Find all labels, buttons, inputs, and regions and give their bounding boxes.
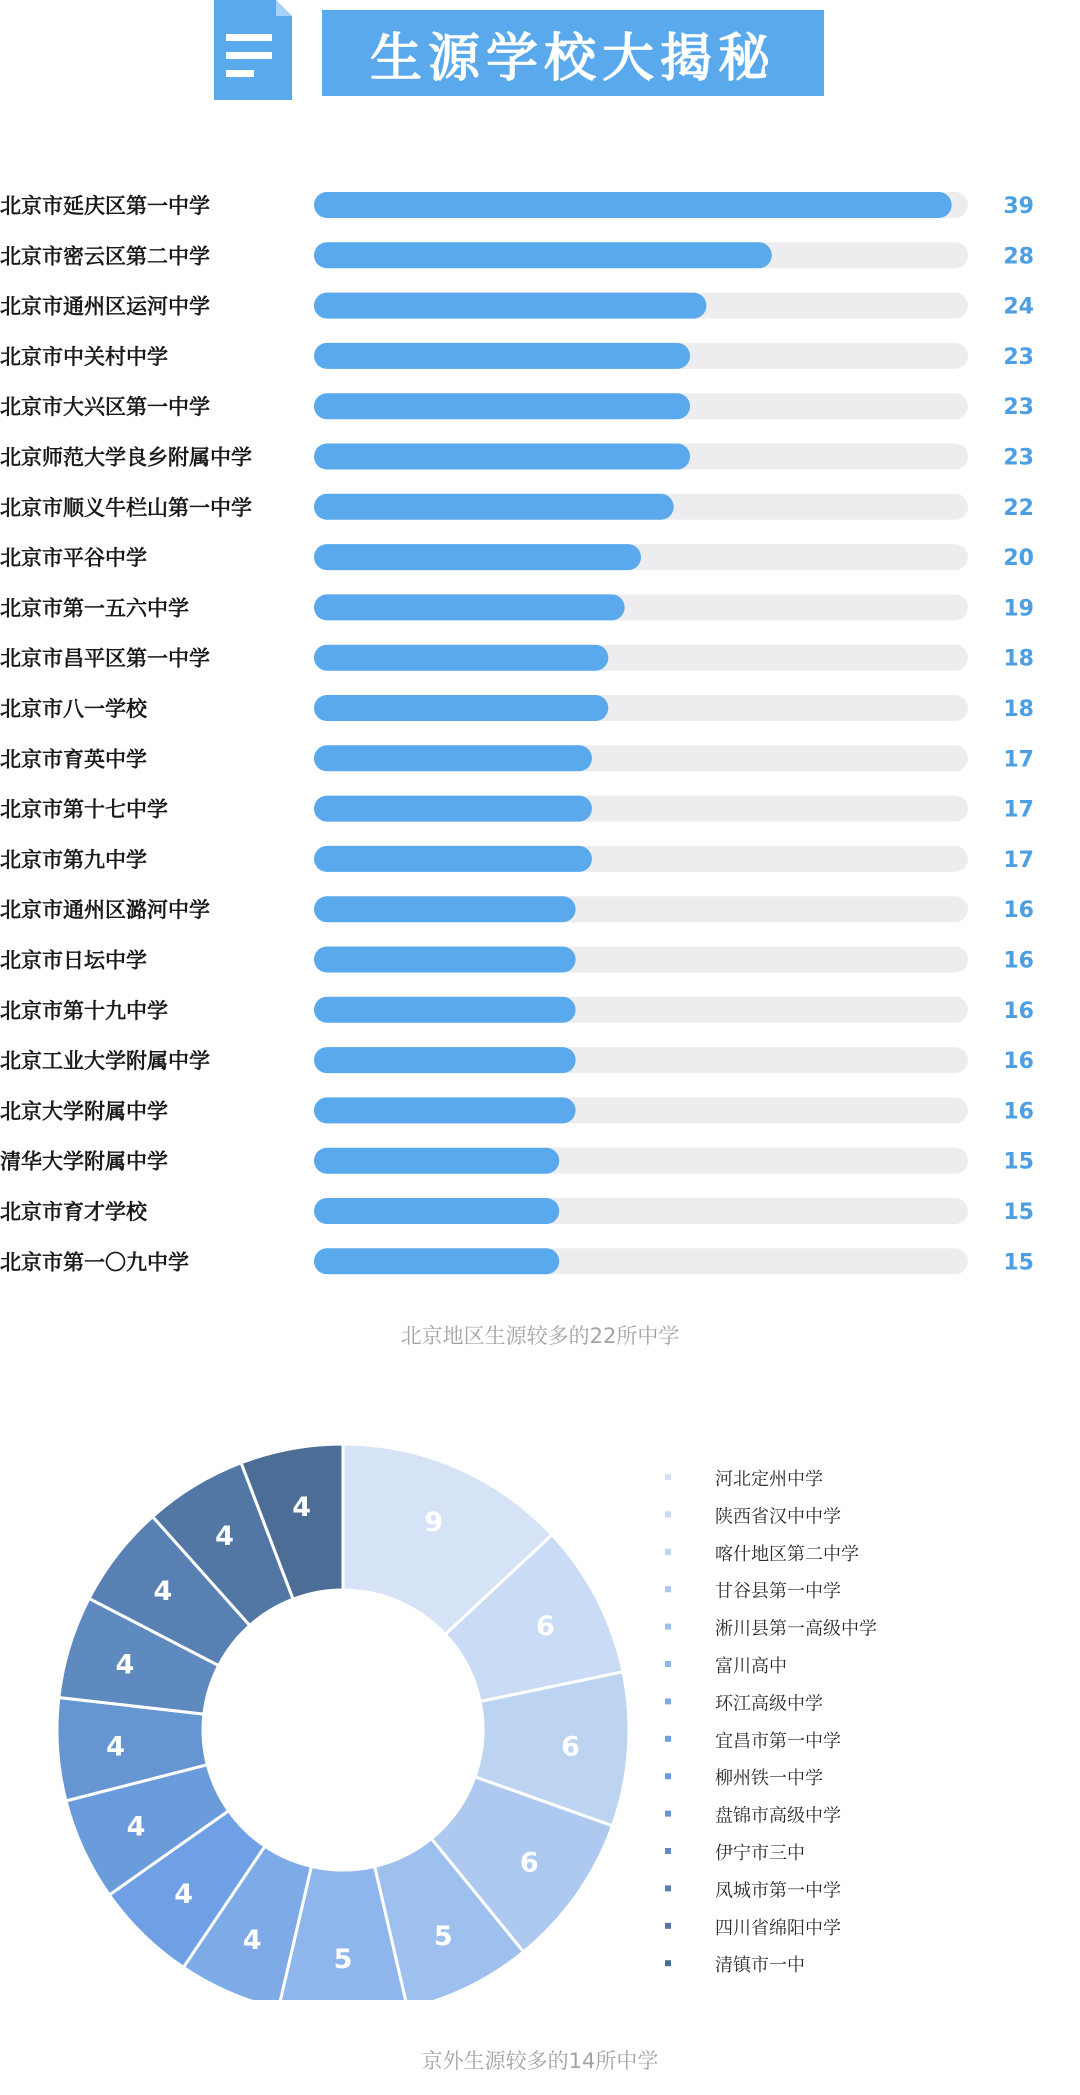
bar-value-label: 15 [1003, 1250, 1034, 1276]
slice-value-label: 4 [242, 1925, 262, 1957]
legend-label: 河北定州中学 [715, 1469, 823, 1490]
bar [314, 544, 641, 570]
legend-swatch [665, 1960, 671, 1966]
bar-value-label: 39 [1003, 194, 1034, 219]
legend-label: 甘谷县第一中学 [715, 1581, 841, 1603]
header [0, 0, 1080, 110]
legend-label: 宜昌市第一中学 [715, 1730, 841, 1752]
bar-value-label: 16 [1003, 948, 1034, 974]
bar [314, 796, 592, 822]
bar-value-label: 17 [1003, 847, 1034, 873]
legend-label: 柳州铁一中学 [715, 1768, 823, 1790]
bar-value-label: 23 [1003, 445, 1034, 471]
bar-value-label: 19 [1003, 596, 1034, 622]
legend-label: 四川省绵阳中学 [715, 1917, 841, 1939]
bar-value-label: 22 [1003, 495, 1034, 521]
legend-swatch [665, 1773, 671, 1779]
legend-label: 盘锦市高级中学 [715, 1805, 841, 1827]
bar-value-label: 18 [1003, 697, 1034, 722]
bar-label: 北京市大兴区第一中学 [0, 395, 210, 420]
bar-label: 北京市昌平区第一中学 [0, 646, 210, 671]
bar-label: 北京市第一五六中学 [0, 596, 189, 621]
bar [314, 494, 674, 520]
bar-value-label: 17 [1003, 797, 1034, 823]
slice-value-label: 4 [106, 1731, 125, 1763]
slice-value-label: 4 [126, 1811, 146, 1843]
document-icon [214, 0, 292, 100]
bar-label: 北京市密云区第二中学 [0, 244, 210, 269]
legend-swatch [665, 1586, 671, 1592]
bar-label: 北京大学附属中学 [0, 1099, 168, 1124]
bar-label: 北京市日坛中学 [0, 948, 147, 973]
page-title: 生源学校大揭秘 [322, 10, 824, 96]
bar [314, 1198, 559, 1224]
school-bar-chart [0, 170, 1080, 1290]
slice-value-label: 5 [433, 1920, 453, 1952]
bar [314, 695, 608, 721]
legend-label: 清镇市一中 [715, 1955, 805, 1977]
legend-swatch [665, 1511, 671, 1517]
bar-label: 北京市育才学校 [0, 1200, 147, 1224]
bar-value-label: 16 [1003, 1099, 1034, 1125]
bar [314, 192, 952, 218]
legend-swatch [665, 1848, 671, 1854]
legend-label: 陕西省汉中中学 [715, 1506, 841, 1528]
bar [314, 393, 690, 419]
bar-label: 北京市育英中学 [0, 747, 147, 772]
bar [314, 1148, 559, 1174]
bar [314, 1248, 559, 1274]
bar-label: 北京市第十九中学 [0, 998, 168, 1023]
bar-value-label: 23 [1003, 395, 1034, 421]
slice-value-label: 4 [292, 1491, 312, 1523]
bar-label: 北京工业大学附属中学 [0, 1049, 210, 1074]
bar-label: 北京市第一〇九中学 [0, 1250, 189, 1275]
school-donut-chart [0, 1430, 1080, 2000]
slice-value-label: 4 [215, 1521, 234, 1553]
bar-label: 北京市平谷中学 [0, 546, 147, 571]
legend-swatch [665, 1549, 671, 1555]
bar-label: 北京师范大学良乡附属中学 [0, 445, 252, 470]
legend-swatch [665, 1474, 671, 1480]
bar-value-label: 16 [1003, 998, 1034, 1024]
bar [314, 1047, 576, 1073]
bar-label: 北京市第九中学 [0, 847, 147, 872]
bar [314, 343, 690, 369]
legend-label: 凤城市第一中学 [715, 1880, 841, 1902]
bar [314, 997, 576, 1023]
legend-label: 淅川县第一高级中学 [715, 1618, 877, 1640]
bar [314, 594, 625, 620]
bar [314, 846, 592, 872]
bar-value-label: 28 [1003, 244, 1034, 270]
slice-value-label: 4 [115, 1649, 135, 1681]
legend-swatch [665, 1661, 671, 1667]
legend-label: 喀什地区第二中学 [715, 1543, 859, 1565]
bar-label: 北京市通州区潞河中学 [0, 898, 210, 923]
bar [314, 1097, 576, 1123]
bar-chart-caption: 北京地区生源较多的22所中学 [400, 1324, 680, 1348]
legend-swatch [665, 1811, 671, 1817]
bar-label: 北京市延庆区第一中学 [0, 194, 210, 218]
legend-label: 环江高级中学 [715, 1693, 823, 1715]
bar-value-label: 24 [1003, 294, 1034, 320]
bar [314, 947, 576, 973]
bar-label: 北京市八一学校 [0, 697, 147, 721]
bar [314, 896, 576, 922]
bar-label: 北京市顺义牛栏山第一中学 [0, 495, 252, 520]
legend-label: 富川高中 [715, 1656, 787, 1677]
donut-chart-caption: 京外生源较多的14所中学 [421, 2049, 659, 2073]
slice-value-label: 4 [153, 1576, 173, 1608]
slice-value-label: 9 [424, 1506, 444, 1538]
bar-value-label: 17 [1003, 747, 1034, 773]
bar-value-label: 16 [1003, 898, 1034, 924]
legend-label: 伊宁市三中 [715, 1843, 805, 1864]
bar [314, 242, 772, 268]
bar-label: 北京市通州区运河中学 [0, 294, 210, 319]
slice-value-label: 5 [333, 1944, 353, 1975]
legend-swatch [665, 1736, 671, 1742]
bar-value-label: 15 [1003, 1149, 1034, 1175]
bar-value-label: 15 [1003, 1200, 1034, 1225]
legend-swatch [665, 1885, 671, 1891]
bar-value-label: 18 [1003, 646, 1034, 672]
bar [314, 444, 690, 470]
bar-value-label: 23 [1003, 344, 1034, 370]
legend-swatch [665, 1624, 671, 1630]
legend-swatch [665, 1698, 671, 1704]
bar [314, 293, 706, 319]
slice-value-label: 6 [536, 1611, 555, 1643]
legend-swatch [665, 1923, 671, 1929]
bar-label: 北京市第十七中学 [0, 797, 168, 822]
bar [314, 745, 592, 771]
slice-value-label: 4 [174, 1879, 194, 1911]
bar-label: 清华大学附属中学 [0, 1149, 168, 1174]
bar-value-label: 20 [1003, 546, 1034, 572]
bar-label: 北京市中关村中学 [0, 344, 168, 369]
slice-value-label: 6 [519, 1847, 539, 1879]
bar [314, 645, 608, 671]
bar-value-label: 16 [1003, 1049, 1034, 1075]
slice-value-label: 6 [561, 1731, 580, 1763]
